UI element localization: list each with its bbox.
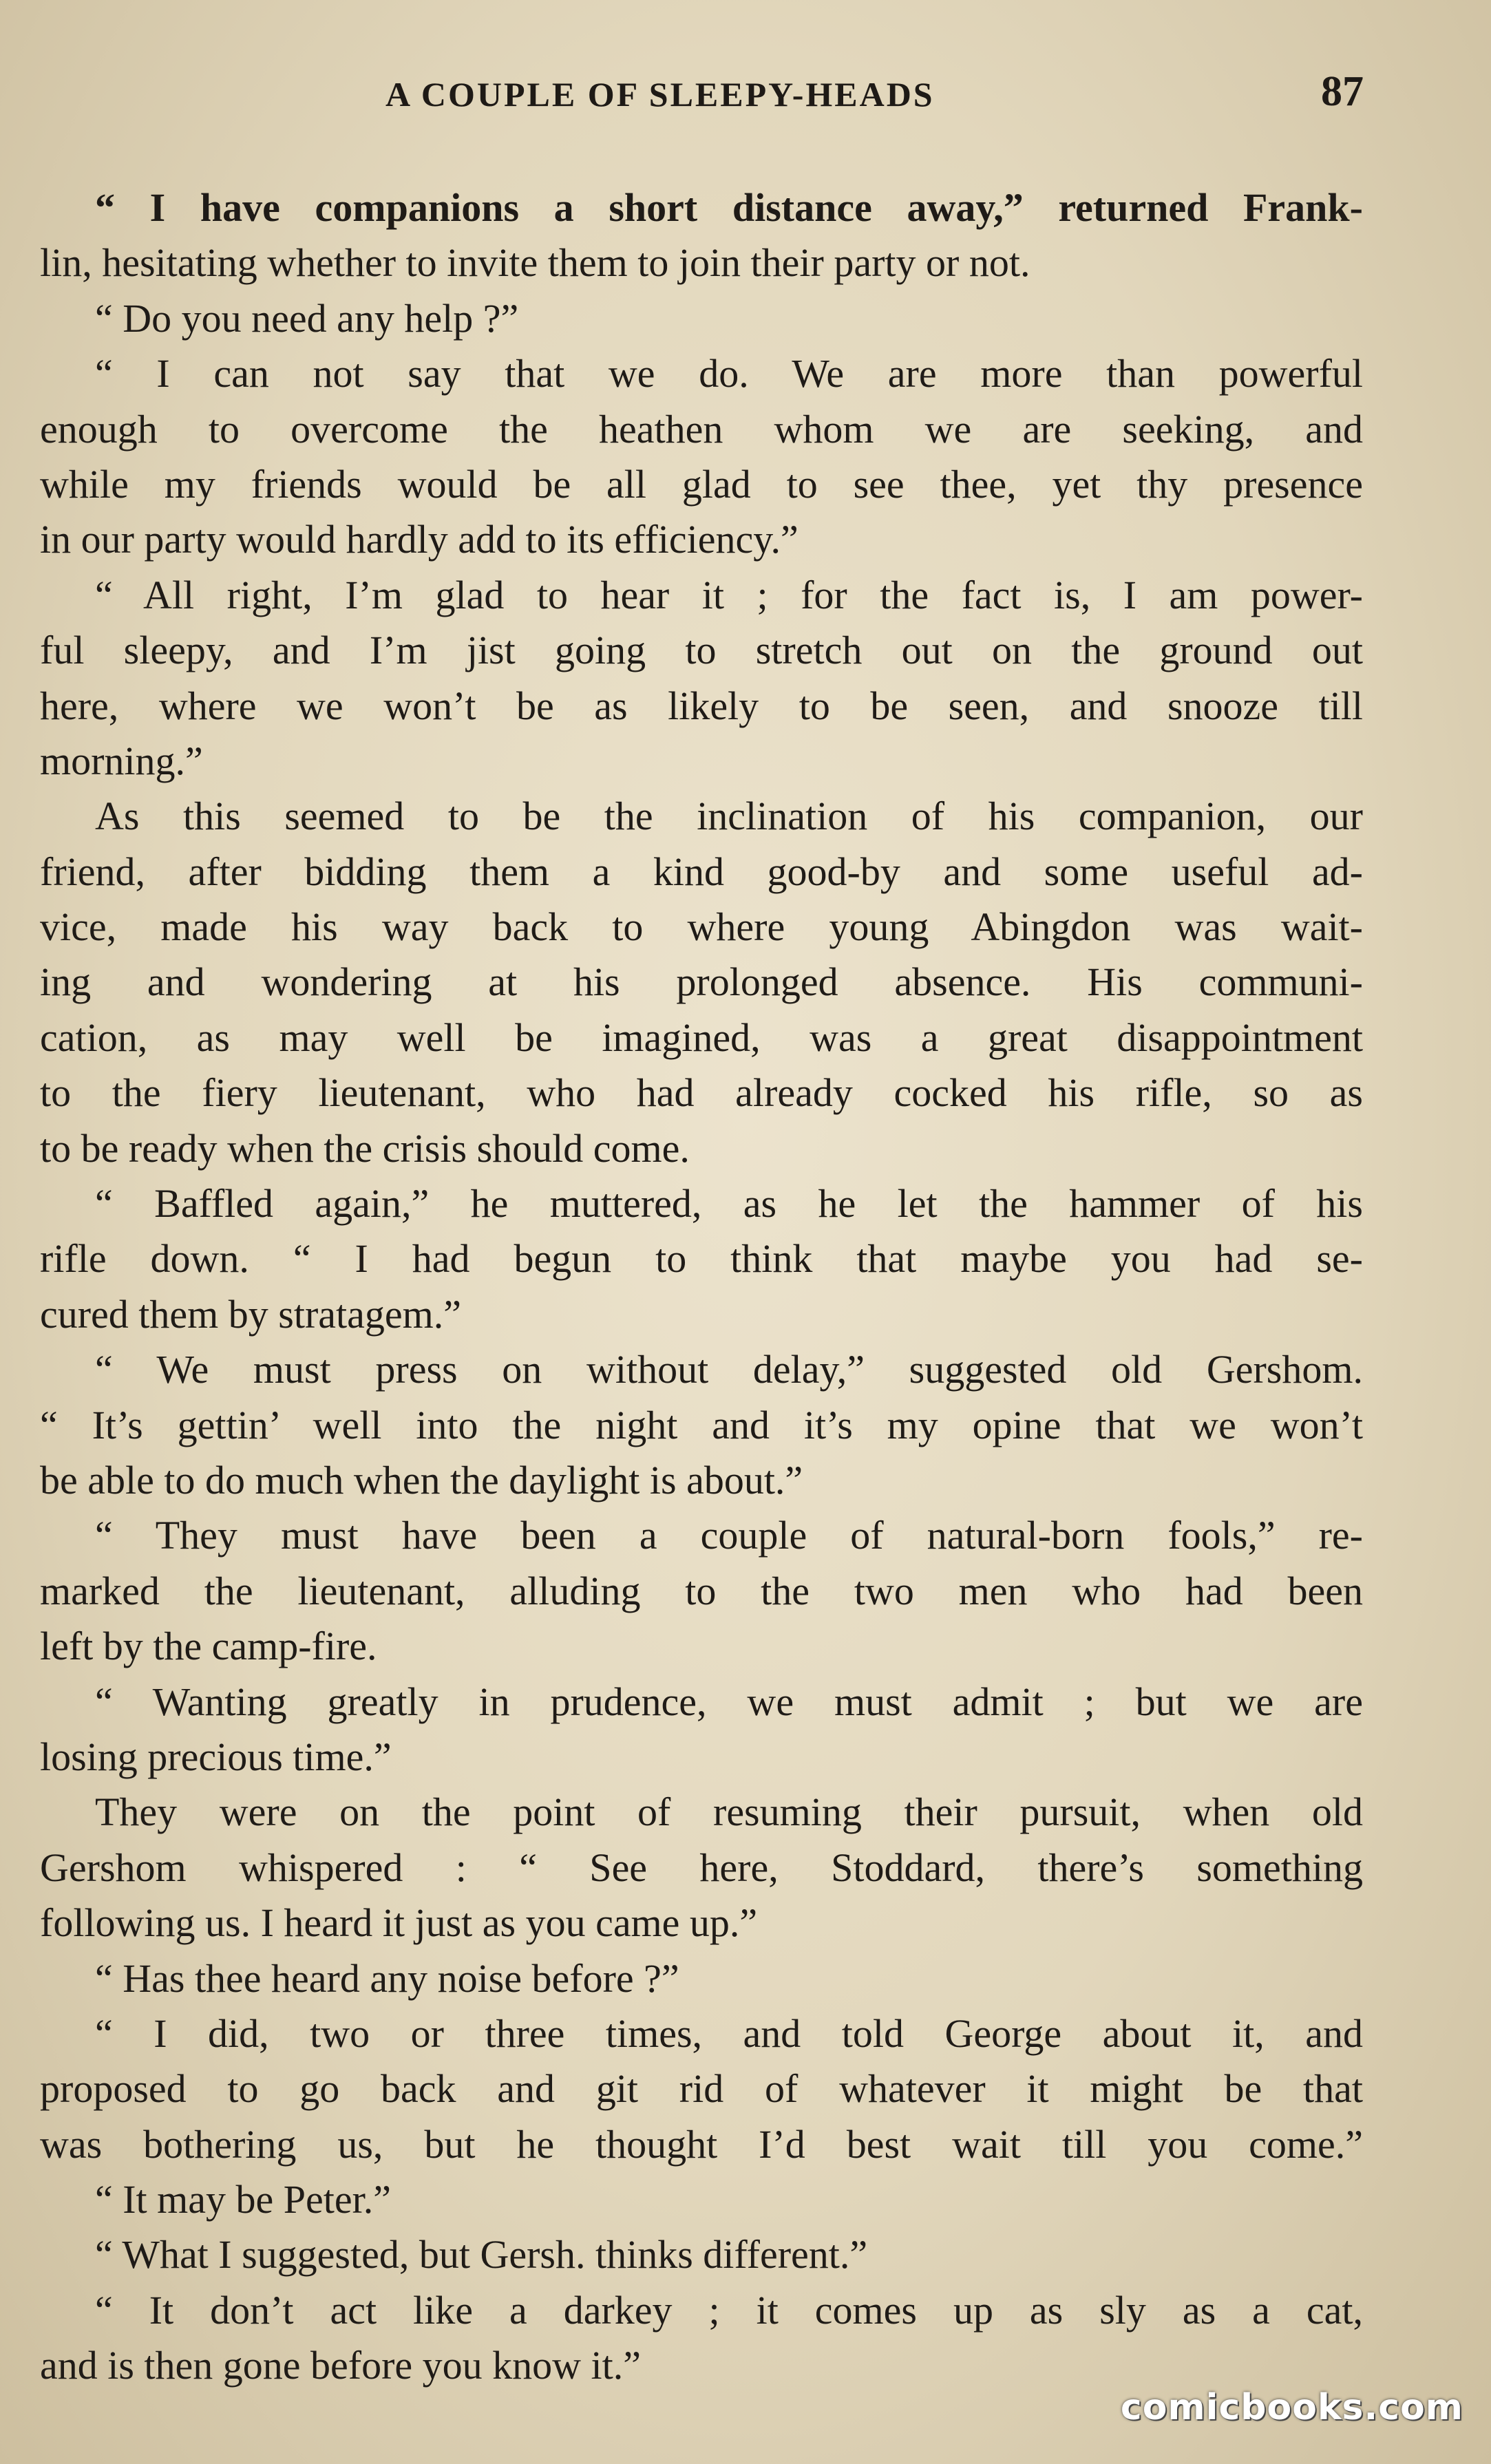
text-line: to be ready when the crisis should come. xyxy=(40,1125,690,1171)
text-line: was bothering us, but he thought I’d best wait till you come.” xyxy=(40,2121,1363,2167)
text-line: here, where we won’t be as likely to be seen, and snooze till xyxy=(40,683,1363,728)
text-line: proposed to go back and git rid of whatever it might be that xyxy=(40,2066,1363,2112)
running-head: A COUPLE OF SLEEPY-HEADS xyxy=(385,75,935,114)
text-line: enough to overcome the heathen whom we are seeking, and xyxy=(40,406,1363,452)
text-line: “ It’s gettin’ well into the night and it’s my opine that we won’t xyxy=(40,1402,1363,1447)
text-line: “ Wanting greatly in prudence, we must admit ; but we are xyxy=(95,1679,1363,1724)
text-line: morning.” xyxy=(40,738,203,783)
text-line: “ I can not say that we do. We are more than powerful xyxy=(95,351,1363,396)
watermark: comicbooks.com xyxy=(1120,2387,1463,2428)
text-line: “ All right, I’m glad to hear it ; for the fact is, I am power- xyxy=(95,572,1363,617)
text-line: while my friends would be all glad to see thee, yet thy presence xyxy=(40,461,1363,507)
text-line: to the fiery lieutenant, who had already cocked his rifle, so as xyxy=(40,1070,1363,1116)
text-line: “ What I suggested, but Gersh. thinks different.” xyxy=(95,2232,868,2277)
text-line: cation, as may well be imagined, was a great disappointment xyxy=(40,1015,1363,1060)
text-line: ing and wondering at his prolonged absence. His communi- xyxy=(40,959,1363,1005)
text-line: “ Do you need any help ?” xyxy=(95,295,519,341)
text-line: “ I have companions a short distance away,” returned Frank- xyxy=(95,185,1363,230)
page-number: 87 xyxy=(1321,68,1364,115)
text-line: “ I did, two or three times, and told George about it, and xyxy=(95,2010,1363,2056)
body-text xyxy=(40,180,1363,2394)
text-line: “ It don’t act like a darkey ; it comes up as sly as a cat, xyxy=(95,2287,1363,2333)
text-line: marked the lieutenant, alluding to the two men who had been xyxy=(40,1568,1363,1613)
text-line: They were on the point of resuming their pursuit, when old xyxy=(95,1789,1363,1835)
text-line: “ We must press on without delay,” suggested old Gershom. xyxy=(95,1347,1363,1392)
text-line: friend, after bidding them a kind good-by and some useful ad- xyxy=(40,849,1363,894)
text-line: “ Has thee heard any noise before ?” xyxy=(95,1955,679,2001)
text-line: losing precious time.” xyxy=(40,1734,392,1779)
text-line: and is then gone before you know it.” xyxy=(40,2343,642,2388)
text-line: in our party would hardly add to its efficiency.” xyxy=(40,517,799,562)
page-header xyxy=(0,61,1491,123)
text-line: vice, made his way back to where young Abingdon was wait- xyxy=(40,904,1363,950)
text-line: “ It may be Peter.” xyxy=(95,2177,391,2222)
text-line: cured them by stratagem.” xyxy=(40,1291,461,1337)
text-line: left by the camp-fire. xyxy=(40,1624,377,1669)
text-line: Gershom whispered : “ See here, Stoddard, there’s something xyxy=(40,1845,1363,1890)
text-line: following us. I heard it just as you came up.” xyxy=(40,1900,758,1946)
text-line: ful sleepy, and I’m jist going to stretch out on the ground out xyxy=(40,628,1363,673)
text-line: lin, hesitating whether to invite them to join their party or not. xyxy=(40,240,1030,286)
text-line: rifle down. “ I had begun to think that maybe you had se- xyxy=(40,1236,1363,1282)
text-line: As this seemed to be the inclination of his companion, our xyxy=(95,794,1363,839)
text-line: “ Baffled again,” he muttered, as he let the hammer of his xyxy=(95,1181,1363,1226)
text-line: be able to do much when the daylight is about.” xyxy=(40,1457,803,1502)
text-line: “ They must have been a couple of natural-born fools,” re- xyxy=(95,1513,1363,1558)
